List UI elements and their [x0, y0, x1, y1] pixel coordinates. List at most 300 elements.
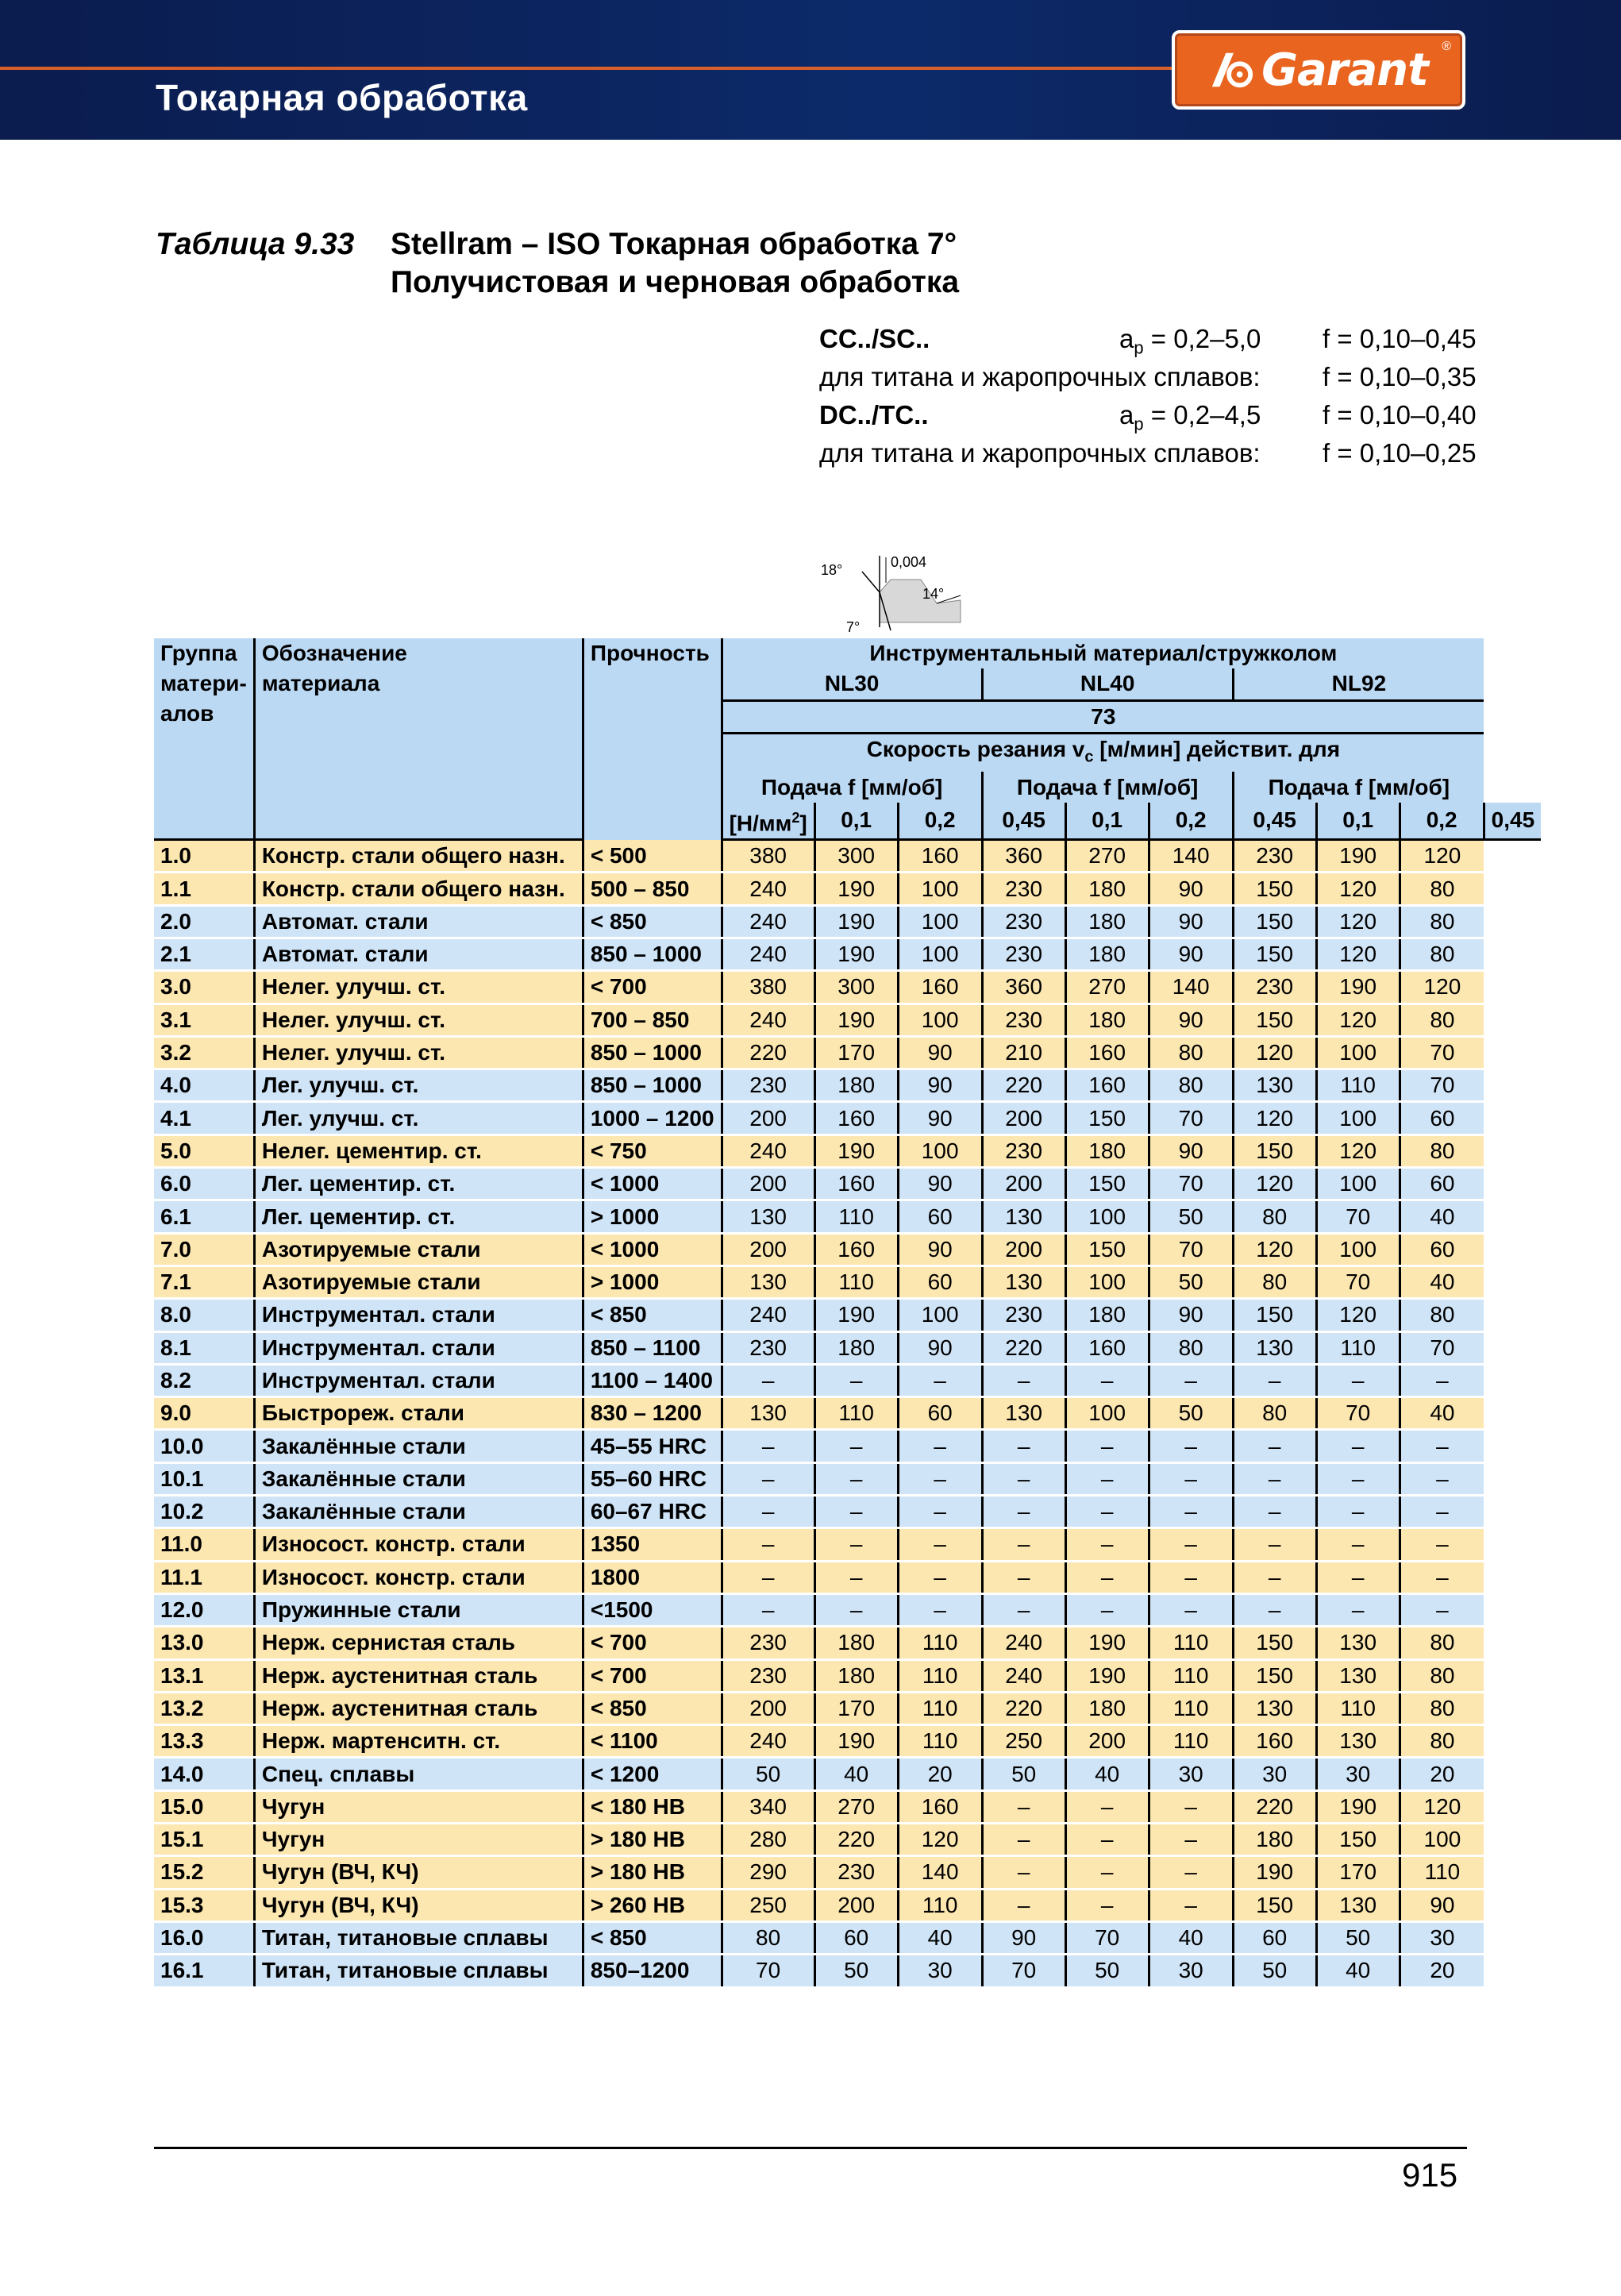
- speed-value-cell: 90: [898, 1036, 982, 1069]
- material-group-cell: 2.1: [154, 938, 254, 971]
- material-group-cell: 13.0: [154, 1627, 254, 1659]
- speed-value-cell: 180: [814, 1659, 898, 1692]
- speed-value-cell: 40: [1400, 1200, 1484, 1233]
- table-row: [154, 971, 1541, 1004]
- speed-value-cell: 130: [982, 1265, 1065, 1298]
- speed-value-cell: –: [722, 1593, 814, 1626]
- speed-value-cell: –: [982, 1824, 1065, 1856]
- speed-value-cell: 110: [898, 1627, 982, 1659]
- header-feed: Подача f [мм/об]: [982, 772, 1233, 802]
- speed-value-cell: 160: [1065, 1069, 1149, 1102]
- table-row: [154, 1397, 1541, 1430]
- speed-value-cell: 130: [1233, 1692, 1316, 1724]
- speed-value-cell: 240: [982, 1627, 1065, 1659]
- material-name-cell: Инструментал. стали: [254, 1299, 583, 1331]
- speed-value-cell: 180: [1065, 1692, 1149, 1724]
- material-group-cell: 8.2: [154, 1364, 254, 1396]
- speed-value-cell: 90: [1149, 938, 1233, 971]
- speed-value-cell: 120: [1400, 840, 1484, 873]
- strength-cell: < 1200: [583, 1758, 722, 1790]
- speed-value-cell: 220: [982, 1331, 1065, 1364]
- material-group-cell: 4.0: [154, 1069, 254, 1102]
- speed-value-cell: 80: [1400, 1692, 1484, 1724]
- speed-value-cell: 40: [1400, 1397, 1484, 1430]
- speed-value-cell: –: [1233, 1561, 1316, 1593]
- table-row: [154, 1528, 1541, 1561]
- speed-value-cell: 200: [982, 1233, 1065, 1265]
- strength-cell: > 180 HB: [583, 1856, 722, 1889]
- diagram-angle-top: 18°: [821, 562, 843, 578]
- speed-value-cell: 180: [1233, 1824, 1316, 1856]
- speed-value-cell: –: [722, 1430, 814, 1462]
- insert-geometry-diagram: [818, 548, 968, 635]
- material-name-cell: Нерж. аустенитная сталь: [254, 1692, 583, 1724]
- speed-value-cell: 110: [898, 1725, 982, 1758]
- speed-value-cell: 120: [1233, 1036, 1316, 1069]
- speed-value-cell: 50: [1149, 1397, 1233, 1430]
- speed-value-cell: 100: [1400, 1824, 1484, 1856]
- material-group-cell: 1.0: [154, 840, 254, 873]
- speed-value-cell: 40: [1316, 1955, 1400, 1987]
- material-name-cell: Нелег. цементир. ст.: [254, 1135, 583, 1167]
- speed-value-cell: 150: [1233, 905, 1316, 938]
- speed-value-cell: 220: [722, 1036, 814, 1069]
- material-group-cell: 16.1: [154, 1955, 254, 1987]
- speed-value-cell: –: [1316, 1593, 1400, 1626]
- speed-value-cell: 180: [1065, 1004, 1149, 1036]
- header-feed-value: 0,45: [1484, 803, 1541, 840]
- material-group-cell: 15.3: [154, 1889, 254, 1921]
- table-row: [154, 1233, 1541, 1265]
- material-name-cell: Инструментал. стали: [254, 1331, 583, 1364]
- speed-value-cell: –: [898, 1430, 982, 1462]
- speed-value-cell: 50: [814, 1955, 898, 1987]
- speed-value-cell: 230: [982, 938, 1065, 971]
- table-row: [154, 1036, 1541, 1069]
- speed-value-cell: 130: [1316, 1889, 1400, 1921]
- speed-value-cell: –: [1400, 1528, 1484, 1561]
- speed-value-cell: 30: [1400, 1921, 1484, 1954]
- speed-value-cell: 230: [814, 1856, 898, 1889]
- table-title-line2: Получистовая и черновая обработка: [391, 265, 960, 299]
- speed-value-cell: 40: [1065, 1758, 1149, 1790]
- speed-value-cell: 120: [1400, 1790, 1484, 1823]
- speed-value-cell: 200: [722, 1692, 814, 1724]
- speed-value-cell: 160: [898, 1790, 982, 1823]
- speed-value-cell: 40: [898, 1921, 982, 1954]
- speed-value-cell: 230: [1233, 840, 1316, 873]
- material-group-cell: 15.2: [154, 1856, 254, 1889]
- speed-value-cell: 150: [1233, 1004, 1316, 1036]
- table-row: [154, 938, 1541, 971]
- table-row: [154, 1921, 1541, 1954]
- speed-value-cell: 340: [722, 1790, 814, 1823]
- speed-value-cell: 200: [814, 1889, 898, 1921]
- speed-value-cell: 120: [1316, 1135, 1400, 1167]
- cutting-data-table: [154, 638, 1541, 1989]
- strength-cell: < 180 HB: [583, 1790, 722, 1823]
- speed-value-cell: 70: [1400, 1069, 1484, 1102]
- speed-value-cell: 170: [1316, 1856, 1400, 1889]
- speed-value-cell: 90: [1149, 1299, 1233, 1331]
- speed-value-cell: –: [1065, 1856, 1149, 1889]
- speed-value-cell: –: [814, 1364, 898, 1396]
- speed-value-cell: 90: [1149, 905, 1233, 938]
- speed-value-cell: 270: [1065, 971, 1149, 1004]
- speed-value-cell: 80: [1233, 1265, 1316, 1298]
- table-row: [154, 1364, 1541, 1396]
- speed-value-cell: 110: [1316, 1069, 1400, 1102]
- speed-value-cell: –: [1316, 1364, 1400, 1396]
- speed-value-cell: 140: [1149, 840, 1233, 873]
- material-name-cell: Лег. цементир. ст.: [254, 1200, 583, 1233]
- table-row: [154, 1135, 1541, 1167]
- speed-value-cell: 380: [722, 840, 814, 873]
- speed-value-cell: 150: [1233, 1299, 1316, 1331]
- speed-value-cell: –: [1149, 1364, 1233, 1396]
- speed-value-cell: 240: [722, 1299, 814, 1331]
- table-row: [154, 1331, 1541, 1364]
- speed-value-cell: 200: [1065, 1725, 1149, 1758]
- speed-value-cell: 150: [1233, 1135, 1316, 1167]
- strength-cell: < 850: [583, 1921, 722, 1954]
- speed-value-cell: –: [814, 1528, 898, 1561]
- material-group-cell: 3.2: [154, 1036, 254, 1069]
- material-group-cell: 4.1: [154, 1102, 254, 1135]
- speed-value-cell: –: [898, 1364, 982, 1396]
- speed-value-cell: –: [722, 1462, 814, 1495]
- speed-value-cell: 190: [814, 1725, 898, 1758]
- speed-value-cell: 90: [982, 1921, 1065, 1954]
- strength-cell: > 1000: [583, 1200, 722, 1233]
- material-group-cell: 2.0: [154, 905, 254, 938]
- speed-value-cell: 80: [1400, 873, 1484, 905]
- speed-value-cell: –: [898, 1496, 982, 1528]
- speed-value-cell: 30: [1233, 1758, 1316, 1790]
- strength-cell: 700 – 850: [583, 1004, 722, 1036]
- speed-value-cell: 70: [1316, 1265, 1400, 1298]
- speed-value-cell: 120: [1233, 1102, 1316, 1135]
- speed-value-cell: 280: [722, 1824, 814, 1856]
- material-group-cell: 13.1: [154, 1659, 254, 1692]
- speed-value-cell: –: [1149, 1496, 1233, 1528]
- spec-row: [819, 438, 1502, 476]
- speed-value-cell: 60: [898, 1397, 982, 1430]
- speed-value-cell: 240: [722, 1004, 814, 1036]
- material-group-cell: 3.0: [154, 971, 254, 1004]
- speed-value-cell: 40: [1149, 1921, 1233, 1954]
- speed-value-cell: 230: [722, 1627, 814, 1659]
- table-row: [154, 1659, 1541, 1692]
- speed-value-cell: 80: [1149, 1036, 1233, 1069]
- speed-value-cell: 120: [1316, 905, 1400, 938]
- header-feed: Подача f [мм/об]: [722, 772, 982, 802]
- spec-label: DC../TC..: [819, 400, 929, 430]
- table-row: [154, 1758, 1541, 1790]
- diagram-angle-bottom: 7°: [846, 619, 861, 635]
- spec-ap: $a_p = 0,2-5,0$: [1119, 324, 1261, 358]
- table-row: [154, 1462, 1541, 1495]
- speed-value-cell: –: [1065, 1364, 1149, 1396]
- speed-value-cell: 100: [898, 1299, 982, 1331]
- material-group-cell: 7.1: [154, 1265, 254, 1298]
- header-feed-value: 0,2: [1149, 803, 1233, 840]
- speed-value-cell: –: [982, 1593, 1065, 1626]
- table-row: [154, 873, 1541, 905]
- speed-value-cell: 120: [898, 1824, 982, 1856]
- speed-value-cell: 70: [1149, 1168, 1233, 1200]
- page-header: [0, 0, 1621, 140]
- material-name-cell: Титан, титановые сплавы: [254, 1921, 583, 1954]
- speed-value-cell: 360: [982, 971, 1065, 1004]
- table-row: [154, 1168, 1541, 1200]
- speed-value-cell: –: [982, 1364, 1065, 1396]
- header-tool-nl92: NL92: [1233, 668, 1484, 700]
- speed-value-cell: –: [982, 1889, 1065, 1921]
- speed-value-cell: 360: [982, 840, 1065, 873]
- spec-row: [819, 362, 1502, 400]
- speed-value-cell: –: [1065, 1528, 1149, 1561]
- speed-value-cell: 80: [1233, 1397, 1316, 1430]
- table-row: [154, 1889, 1541, 1921]
- speed-value-cell: 230: [982, 1299, 1065, 1331]
- strength-cell: < 850: [583, 1299, 722, 1331]
- speed-value-cell: 120: [1316, 873, 1400, 905]
- speed-value-cell: 40: [1400, 1265, 1484, 1298]
- speed-value-cell: 200: [982, 1168, 1065, 1200]
- speed-value-cell: 160: [898, 840, 982, 873]
- speed-value-cell: –: [1400, 1496, 1484, 1528]
- strength-cell: 500 – 850: [583, 873, 722, 905]
- header-stripe: [0, 67, 1175, 70]
- speed-value-cell: –: [1065, 1496, 1149, 1528]
- material-group-cell: 10.2: [154, 1496, 254, 1528]
- speed-value-cell: 160: [1065, 1036, 1149, 1069]
- material-name-cell: Азотируемые стали: [254, 1233, 583, 1265]
- speed-value-cell: 190: [1233, 1856, 1316, 1889]
- material-group-cell: 13.3: [154, 1725, 254, 1758]
- spec-label: CC../SC..: [819, 324, 930, 353]
- spec-feed: f = 0,10–0,40: [1323, 400, 1477, 430]
- speed-value-cell: 230: [722, 1069, 814, 1102]
- speed-value-cell: 150: [1233, 1659, 1316, 1692]
- speed-value-cell: 220: [1233, 1790, 1316, 1823]
- speed-value-cell: 250: [722, 1889, 814, 1921]
- speed-value-cell: 70: [1316, 1200, 1400, 1233]
- speed-value-cell: –: [722, 1364, 814, 1396]
- material-group-cell: 14.0: [154, 1758, 254, 1790]
- cutting-specs: [819, 324, 1502, 476]
- strength-cell: 60–67 HRC: [583, 1496, 722, 1528]
- speed-value-cell: 110: [814, 1200, 898, 1233]
- table-row: [154, 1725, 1541, 1758]
- speed-value-cell: –: [814, 1462, 898, 1495]
- speed-value-cell: –: [1316, 1528, 1400, 1561]
- speed-value-cell: 160: [814, 1168, 898, 1200]
- speed-value-cell: –: [898, 1528, 982, 1561]
- speed-value-cell: 190: [1065, 1627, 1149, 1659]
- material-name-cell: Чугун (ВЧ, КЧ): [254, 1889, 583, 1921]
- material-group-cell: 6.0: [154, 1168, 254, 1200]
- speed-value-cell: 50: [1233, 1955, 1316, 1987]
- speed-value-cell: –: [1065, 1462, 1149, 1495]
- header-strength: Прочность: [583, 638, 722, 840]
- table-row: [154, 1955, 1541, 1987]
- speed-value-cell: 90: [898, 1331, 982, 1364]
- header-feed-value: 0,1: [814, 803, 898, 840]
- material-group-cell: 16.0: [154, 1921, 254, 1954]
- spec-feed: f = 0,10–0,45: [1323, 324, 1477, 353]
- speed-value-cell: –: [1149, 1430, 1233, 1462]
- speed-value-cell: 60: [1233, 1921, 1316, 1954]
- speed-value-cell: 50: [1065, 1955, 1149, 1987]
- speed-value-cell: 180: [814, 1069, 898, 1102]
- speed-value-cell: 70: [1400, 1331, 1484, 1364]
- speed-value-cell: 150: [1065, 1102, 1149, 1135]
- material-group-cell: 12.0: [154, 1593, 254, 1626]
- strength-cell: 55–60 HRC: [583, 1462, 722, 1495]
- speed-value-cell: 70: [1400, 1036, 1484, 1069]
- speed-value-cell: 30: [1149, 1758, 1233, 1790]
- speed-value-cell: –: [1065, 1430, 1149, 1462]
- material-name-cell: Износост. констр. стали: [254, 1528, 583, 1561]
- speed-value-cell: –: [1400, 1561, 1484, 1593]
- speed-value-cell: 130: [982, 1200, 1065, 1233]
- material-group-cell: 11.0: [154, 1528, 254, 1561]
- speed-value-cell: 380: [722, 971, 814, 1004]
- header-feed: Подача f [мм/об]: [1233, 772, 1484, 802]
- speed-value-cell: 150: [1065, 1168, 1149, 1200]
- speed-value-cell: 180: [814, 1627, 898, 1659]
- speed-value-cell: –: [1400, 1462, 1484, 1495]
- strength-cell: < 1000: [583, 1233, 722, 1265]
- material-group-cell: 7.0: [154, 1233, 254, 1265]
- strength-cell: 850 – 1000: [583, 1069, 722, 1102]
- speed-value-cell: 100: [1065, 1200, 1149, 1233]
- table-row: [154, 1102, 1541, 1135]
- speed-value-cell: 160: [1065, 1331, 1149, 1364]
- strength-cell: < 850: [583, 905, 722, 938]
- speed-value-cell: 80: [1400, 1004, 1484, 1036]
- section-title: Токарная обработка: [156, 77, 528, 118]
- speed-value-cell: 120: [1233, 1233, 1316, 1265]
- speed-value-cell: 20: [898, 1758, 982, 1790]
- header-group: Группа матери- алов: [154, 638, 254, 840]
- speed-value-cell: 110: [1400, 1856, 1484, 1889]
- speed-value-cell: 40: [814, 1758, 898, 1790]
- speed-value-cell: –: [1065, 1561, 1149, 1593]
- garant-logo: [1172, 30, 1465, 110]
- speed-value-cell: 80: [1149, 1069, 1233, 1102]
- material-name-cell: Автомат. стали: [254, 905, 583, 938]
- speed-value-cell: –: [1065, 1824, 1149, 1856]
- speed-value-cell: 60: [1400, 1102, 1484, 1135]
- material-name-cell: Закалённые стали: [254, 1430, 583, 1462]
- speed-value-cell: 80: [1400, 938, 1484, 971]
- speed-value-cell: 100: [898, 1004, 982, 1036]
- speed-value-cell: 110: [1316, 1331, 1400, 1364]
- speed-value-cell: –: [1400, 1364, 1484, 1396]
- speed-value-cell: 70: [1065, 1921, 1149, 1954]
- strength-cell: <1500: [583, 1593, 722, 1626]
- strength-cell: > 180 HB: [583, 1824, 722, 1856]
- header-feed-value: 0,45: [1233, 803, 1316, 840]
- speed-value-cell: 160: [1233, 1725, 1316, 1758]
- speed-value-cell: 190: [1316, 1790, 1400, 1823]
- speed-value-cell: 110: [1149, 1725, 1233, 1758]
- speed-value-cell: 130: [722, 1397, 814, 1430]
- speed-value-cell: 50: [982, 1758, 1065, 1790]
- header-feed-value: 0,45: [982, 803, 1065, 840]
- speed-value-cell: 70: [1316, 1397, 1400, 1430]
- strength-cell: 830 – 1200: [583, 1397, 722, 1430]
- material-group-cell: 6.1: [154, 1200, 254, 1233]
- garant-logo-icon: [1209, 47, 1255, 93]
- speed-value-cell: 120: [1316, 1299, 1400, 1331]
- speed-value-cell: 180: [814, 1331, 898, 1364]
- speed-value-cell: –: [1149, 1561, 1233, 1593]
- speed-value-cell: 130: [1233, 1331, 1316, 1364]
- spec-label: для титана и жаропрочных сплавов:: [819, 438, 1261, 468]
- speed-value-cell: 150: [1233, 1889, 1316, 1921]
- speed-value-cell: 80: [1400, 905, 1484, 938]
- speed-value-cell: 70: [722, 1955, 814, 1987]
- speed-value-cell: 120: [1400, 971, 1484, 1004]
- strength-cell: < 700: [583, 1659, 722, 1692]
- speed-value-cell: 100: [898, 938, 982, 971]
- material-name-cell: Нелег. улучш. ст.: [254, 1036, 583, 1069]
- table-row: [154, 1856, 1541, 1889]
- table-row: [154, 1692, 1541, 1724]
- material-group-cell: 11.1: [154, 1561, 254, 1593]
- speed-value-cell: 80: [1400, 1627, 1484, 1659]
- speed-value-cell: 60: [898, 1265, 982, 1298]
- table-body: [154, 840, 1541, 1987]
- spec-row: [819, 324, 1502, 362]
- material-name-cell: Чугун (ВЧ, КЧ): [254, 1856, 583, 1889]
- table-row: [154, 1790, 1541, 1823]
- logo-text: Garant: [1261, 44, 1428, 96]
- table-row: [154, 1627, 1541, 1659]
- speed-value-cell: 100: [1316, 1102, 1400, 1135]
- speed-value-cell: 170: [814, 1692, 898, 1724]
- speed-value-cell: –: [898, 1462, 982, 1495]
- speed-value-cell: 80: [1400, 1725, 1484, 1758]
- spec-feed: f = 0,10–0,35: [1323, 362, 1477, 391]
- spec-ap: $a_p = 0,2-4,5$: [1119, 400, 1261, 434]
- speed-value-cell: 190: [814, 1135, 898, 1167]
- speed-value-cell: 190: [814, 905, 898, 938]
- material-name-cell: Констр. стали общего назн.: [254, 873, 583, 905]
- speed-value-cell: 240: [982, 1659, 1065, 1692]
- speed-value-cell: 90: [1149, 1135, 1233, 1167]
- speed-value-cell: –: [898, 1561, 982, 1593]
- speed-value-cell: 220: [814, 1824, 898, 1856]
- table-row: [154, 1265, 1541, 1298]
- material-group-cell: 5.0: [154, 1135, 254, 1167]
- speed-value-cell: 230: [1233, 971, 1316, 1004]
- speed-value-cell: 100: [1065, 1397, 1149, 1430]
- table-row: [154, 1299, 1541, 1331]
- speed-value-cell: –: [1233, 1528, 1316, 1561]
- material-group-cell: 15.0: [154, 1790, 254, 1823]
- speed-value-cell: 190: [814, 1004, 898, 1036]
- speed-value-cell: –: [814, 1430, 898, 1462]
- speed-value-cell: 240: [722, 873, 814, 905]
- diagram-angle-right: 14°: [922, 586, 945, 602]
- material-name-cell: Закалённые стали: [254, 1496, 583, 1528]
- material-name-cell: Чугун: [254, 1790, 583, 1823]
